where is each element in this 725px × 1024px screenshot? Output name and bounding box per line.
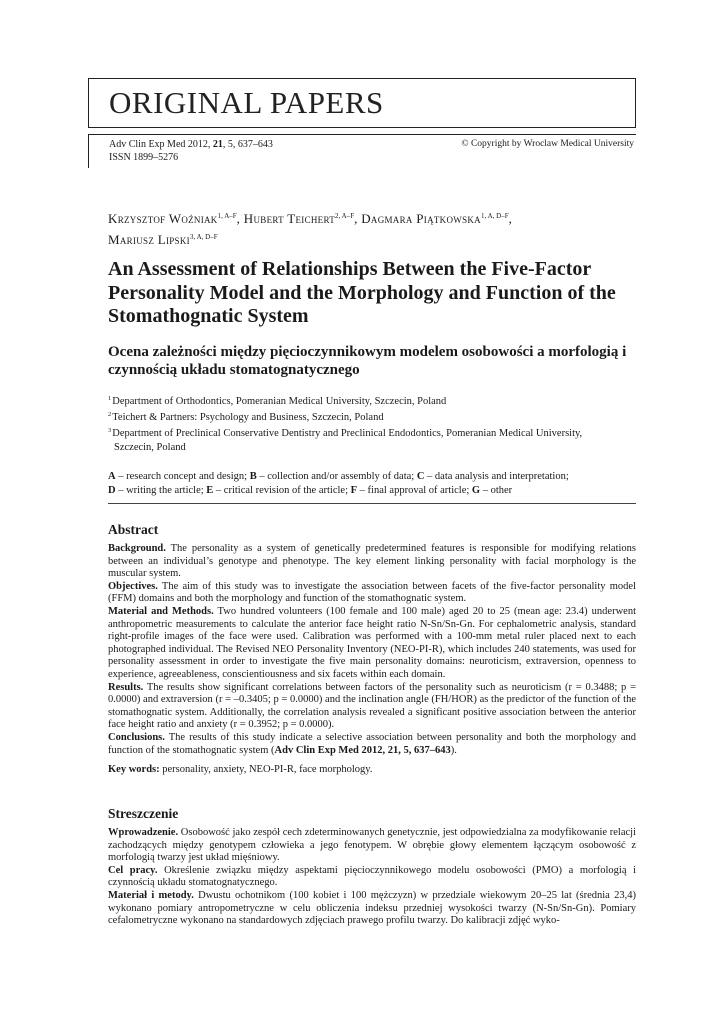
journal-citation-block	[109, 138, 273, 164]
banner-title: ORIGINAL PAPERS	[109, 85, 384, 120]
issn: ISSN 1899–5276	[109, 152, 179, 163]
affiliation: $^3$Department of Preclinical Conservative Dentistry and Preclinical Endodontics, Pomeranian Medical University,	[108, 427, 583, 440]
journal-citation	[109, 138, 273, 151]
abstract-methods: Material and Methods. Two hundred volunteers (100 female and 100 male) aged 20 to 25 (mean age: 23.4) underwent anthropometric measurements to calculate the anterior face height ratio N-Sn/Sn-Gn. For cephalometric analysis, standard right-profile images of the face were used. Calibration was performed with a 100-mm metal ruler placed next to each photographed individual. The Revised NEO Personality Inventory (NEO-PI-R), which includes 240 statements, was used for personality assessment in order to investigate the five main personality domains: neuroticism, extraversion, openness to experience, agreeableness, conscientiousness and six facets within each domain.	[108, 605, 636, 680]
section-banner	[88, 78, 636, 128]
keywords: Key words: personality, anxiety, NEO-PI-R, face morphology.	[108, 764, 373, 776]
affiliations	[108, 392, 640, 454]
streszczenie-cel: Cel pracy. Określenie związku między aspektami pięcioczynnikowego modelu osobowości (PMO) a morfologią i czynnością układu stomatognatycznego.	[108, 864, 637, 889]
journal-info	[88, 134, 636, 168]
affiliation: $^1$Department of Orthodontics, Pomeranian Medical University, Szczecin, Poland	[108, 395, 447, 407]
copyright: © Copyright by Wroclaw Medical University	[461, 139, 634, 149]
article-title: An Assessment of Relationships Between the Five-Factor Personality Model and the Morphology and Function of the Stomathognatic System	[108, 258, 616, 327]
streszczenie-body	[108, 827, 636, 928]
affiliation-continued: Szczecin, Poland	[114, 441, 186, 453]
author: Hubert Teichert$^{2, A-F}$,	[243, 211, 362, 226]
author: Krzysztof Woźniak$^{1, A-F}$,	[108, 211, 244, 226]
abstract-body	[108, 543, 636, 777]
contributions-line: A – research concept and design; B – collection and/or assembly of data; C – data analysis and interpretation;	[108, 471, 569, 482]
abstract-heading: Abstract	[108, 522, 159, 537]
citation-suffix: , 5, 637–643	[222, 139, 273, 150]
streszczenie-wprowadzenie: Wprowadzenie. Osobowość jako zespół cech zdeterminowanych genetycznie, jest odpowiedzialna za modyfikowanie relacji zachodzących między genotypem człowieka a jego fenotypem. W obrębie głowy elementem łączącym osobowość z morfologią twarzy jest układ mięśniowy.	[108, 827, 636, 864]
abstract-results: Results. The results show significant correlations between factors of the personality such as neuroticism (r = 0.3488; p = 0.0000) and extraversion (r = –0.3405; p = 0.0000) and the inclination angle (FH/HOR) as the predictor of the function of the stomathognatic system. Additionally, the correlation analysis revealed a significant positive association between the anterior face height ratio and anxiety (r = 0.3952; p = 0.0000).	[108, 681, 636, 731]
author-list	[108, 207, 636, 249]
abstract-objectives: Objectives. The aim of this study was to investigate the association between facets of the five-factor personality model (FFM) domains and both the morphology and function of the stomathognatic system.	[108, 580, 636, 605]
citation-volume: 21	[212, 139, 223, 150]
citation-prefix: Adv Clin Exp Med 2012,	[109, 139, 213, 150]
abstract-background: Background. The personality as a system of genetically predetermined features is responsible for modifying relations between an individual’s genotype and phenotype. The key element linking personality with facial morphology is the muscular system.	[108, 543, 636, 580]
contributions-line: D – writing the article; E – critical revision of the article; F – final approval of article; G – other	[108, 484, 513, 496]
author: Mariusz Lipski$^{3, A, D-F}$	[108, 232, 218, 247]
streszczenie-metody: Materiał i metody. Dwustu ochotnikom (100 kobiet i 100 mężczyzn) w przedziale wiekowym 20–25 lat (średnia 23,4) wykonano pomiary antropometryczne w celu obliczenia indeksu przedniej wysokości twarzy (N-Sn/Sn-Gn). Pomiary cefalometryczne wykonano na standardowych zdjęciach prawego profilu twarzy. Do kalibracji zdjęć wyko-	[108, 889, 636, 927]
abstract-conclusions: Conclusions. The results of this study indicate a selective association between personality and both the morphology and function of the stomathognatic system (Adv Clin Exp Med 2012, 21, 5, 637–643).	[108, 731, 636, 756]
article-title-polish: Ocena zależności między pięcioczynnikowym modelem osobowości a morfologią i czynnością układu stomatognatycznego	[108, 344, 627, 378]
author-contributions	[108, 470, 636, 497]
streszczenie-heading: Streszczenie	[108, 806, 179, 821]
affiliation: $^2$Teichert & Partners: Psychology and Business, Szczecin, Poland	[108, 411, 384, 424]
divider	[108, 503, 636, 504]
author: Dagmara Piątkowska$^{1, A, D-F}$,	[361, 211, 513, 226]
